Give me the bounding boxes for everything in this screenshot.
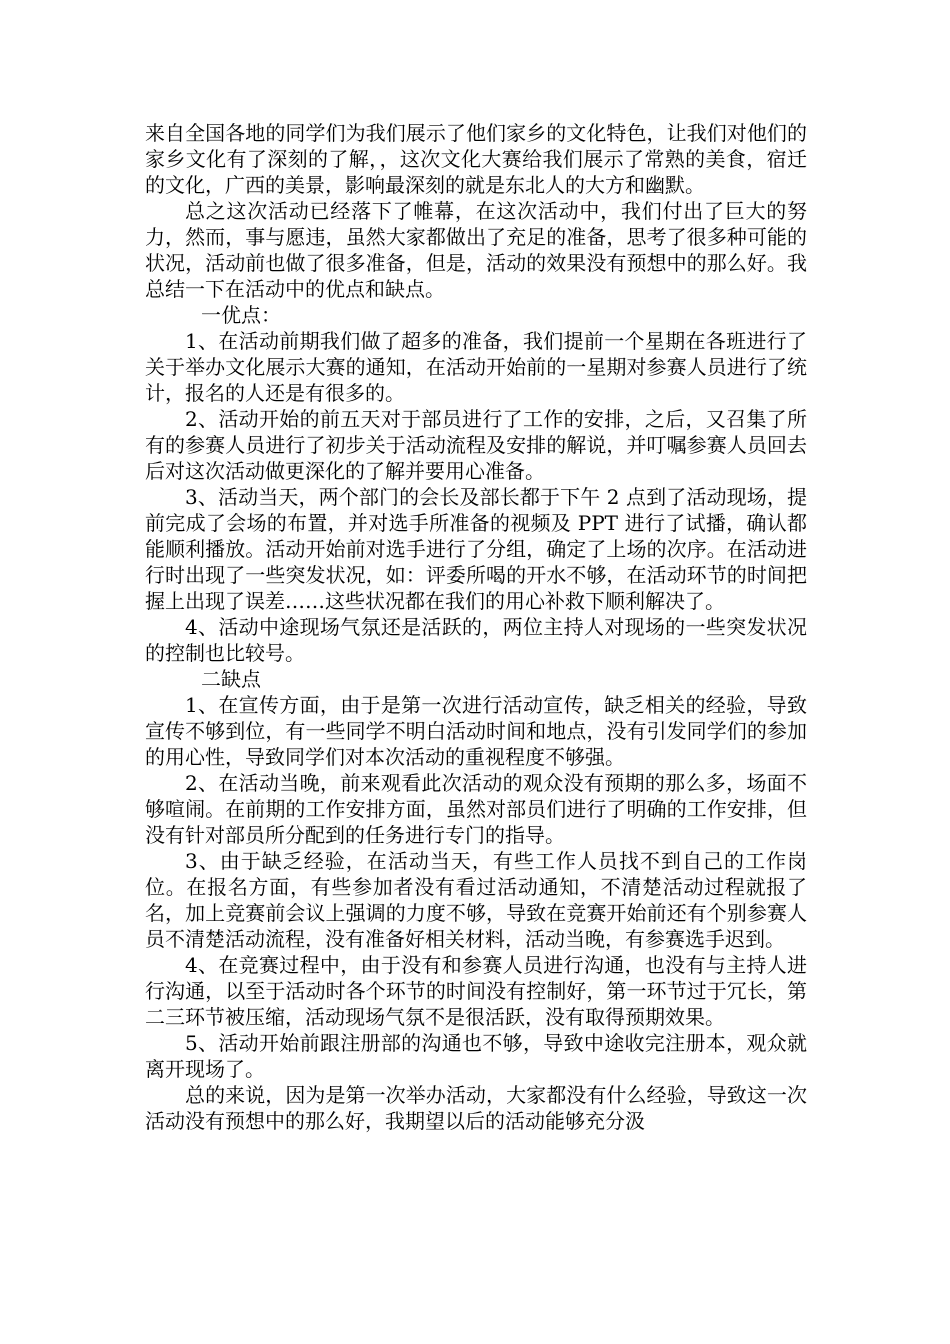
paragraph-advantage-2: 2、活动开始的前五天对于部员进行了工作的安排，之后，又召集了所有的参赛人员进行了初步关于活动流程及安排的解说，并叮嘱参赛人员回去后对这次活动做更深化的了解并要用心准备。 xyxy=(145,407,807,483)
paragraph-disadvantage-5: 5、活动开始前跟注册部的沟通也不够，导致中途收完注册本，观众就离开现场了。 xyxy=(145,1031,807,1081)
paragraph-disadvantage-2: 2、在活动当晚，前来观看此次活动的观众没有预期的那么多，场面不够喧闹。在前期的工作安排方面，虽然对部员们进行了明确的工作安排，但没有针对部员所分配到的任务进行专门的指导。 xyxy=(145,771,807,847)
paragraph-conclusion: 总的来说，因为是第一次举办活动，大家都没有什么经验，导致这一次活动没有预想中的那么好，我期望以后的活动能够充分汲 xyxy=(145,1083,807,1133)
paragraph-intro-continuation: 来自全国各地的同学们为我们展示了他们家乡的文化特色，让我们对他们的家乡文化有了深刻的了解，，这次文化大赛给我们展示了常熟的美食，宿迁的文化，广西的美景，影响最深刻的就是东北人的大方和幽默。 xyxy=(145,121,807,197)
paragraph-advantage-4: 4、活动中途现场气氛还是活跃的，两位主持人对现场的一些突发状况的控制也比较号。 xyxy=(145,615,807,665)
document-page xyxy=(145,120,807,1134)
paragraph-advantage-1: 1、在活动前期我们做了超多的准备，我们提前一个星期在各班进行了关于举办文化展示大赛的通知，在活动开始前的一星期对参赛人员进行了统计，报名的人还是有很多的。 xyxy=(145,329,807,405)
paragraph-disadvantage-1: 1、在宣传方面，由于是第一次进行活动宣传，缺乏相关的经验，导致宣传不够到位，有一些同学不明白活动时间和地点，没有引发同学们的参加的用心性，导致同学们对本次活动的重视程度不够强。 xyxy=(145,693,807,769)
paragraph-summary: 总之这次活动已经落下了帷幕，在这次活动中，我们付出了巨大的努力，然而，事与愿违，虽然大家都做出了充足的准备，思考了很多种可能的状况，活动前也做了很多准备，但是，活动的效果没有预想中的那么好。我总结一下在活动中的优点和缺点。 xyxy=(145,199,807,301)
section-heading-advantages: 一优点： xyxy=(201,303,281,327)
paragraph-advantage-3: 3、活动当天，两个部门的会长及部长都于下午 2 点到了活动现场，提前完成了会场的布置，并对选手所准备的视频及 PPT 进行了试播，确认都能顺利播放。活动开始前对选手进行了分组，确定了上场的次序。在活动进行时出现了一些突发状况，如：评委所喝的开水不够，在活动环节的时间把握上出现了误差……这些状况都在我们的用心补救下顺利解决了。 xyxy=(145,485,807,613)
paragraph-disadvantage-3: 3、由于缺乏经验，在活动当天，有些工作人员找不到自己的工作岗位。在报名方面，有些参加者没有看过活动通知，不清楚活动过程就报了名，加上竞赛前会议上强调的力度不够，导致在竞赛开始前还有个别参赛人员不清楚活动流程，没有准备好相关材料，活动当晚，有参赛选手迟到。 xyxy=(145,849,807,951)
paragraph-disadvantage-4: 4、在竞赛过程中，由于没有和参赛人员进行沟通，也没有与主持人进行沟通，以至于活动时各个环节的时间没有控制好，第一环节过于冗长，第二三环节被压缩，活动现场气氛不是很活跃，没有取得预期效果。 xyxy=(145,953,807,1029)
section-heading-disadvantages: 二缺点 xyxy=(201,667,261,691)
